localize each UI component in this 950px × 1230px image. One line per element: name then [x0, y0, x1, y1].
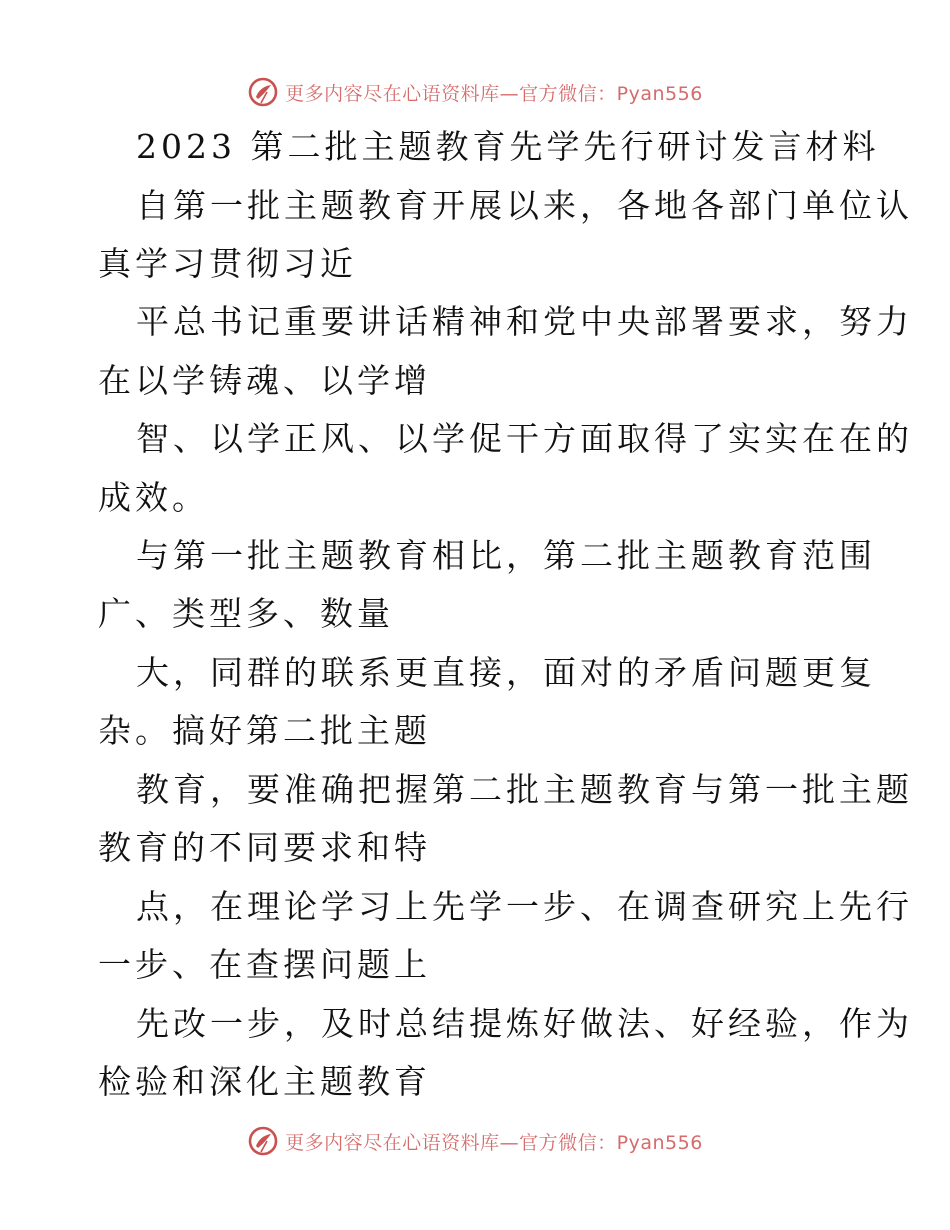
text-line: 智、以学正风、以学促干方面取得了实实在在的	[136, 419, 913, 458]
logo-icon	[247, 76, 279, 108]
text-line: 真学习贯彻习近	[98, 244, 357, 283]
text-line: 杂。搞好第二批主题	[98, 711, 431, 750]
text-line: 教育的不同要求和特	[98, 828, 431, 867]
text-line: 大，同群的联系更直接，面对的矛盾问题更复	[136, 653, 876, 692]
logo-icon	[247, 1125, 279, 1157]
text-line: 一步、在查摆问题上	[98, 945, 431, 984]
text-line: 成效。	[98, 478, 209, 517]
header-watermark	[0, 72, 950, 112]
text-line: 与第一批主题教育相比，第二批主题教育范围	[136, 536, 876, 575]
watermark-text: 更多内容尽在心语资料库—官方微信：Pyan556	[285, 1131, 703, 1154]
text-line: 平总书记重要讲话精神和党中央部署要求，努力	[136, 302, 913, 341]
text-line: 检验和深化主题教育	[98, 1062, 431, 1101]
footer-watermark	[0, 1121, 950, 1161]
text-line: 点，在理论学习上先学一步、在调查研究上先行	[136, 887, 913, 926]
text-line: 教育，要准确把握第二批主题教育与第一批主题	[136, 770, 913, 809]
text-line: 先改一步，及时总结提炼好做法、好经验，作为	[136, 1004, 913, 1043]
watermark-text: 更多内容尽在心语资料库—官方微信：Pyan556	[285, 82, 703, 105]
text-line: 广、类型多、数量	[98, 594, 394, 633]
text-line: 在以学铸魂、以学增	[98, 361, 431, 400]
document-title: 2023 第二批主题教育先学先行研讨发言材料	[136, 127, 880, 166]
text-line: 自第一批主题教育开展以来，各地各部门单位认	[136, 186, 913, 225]
